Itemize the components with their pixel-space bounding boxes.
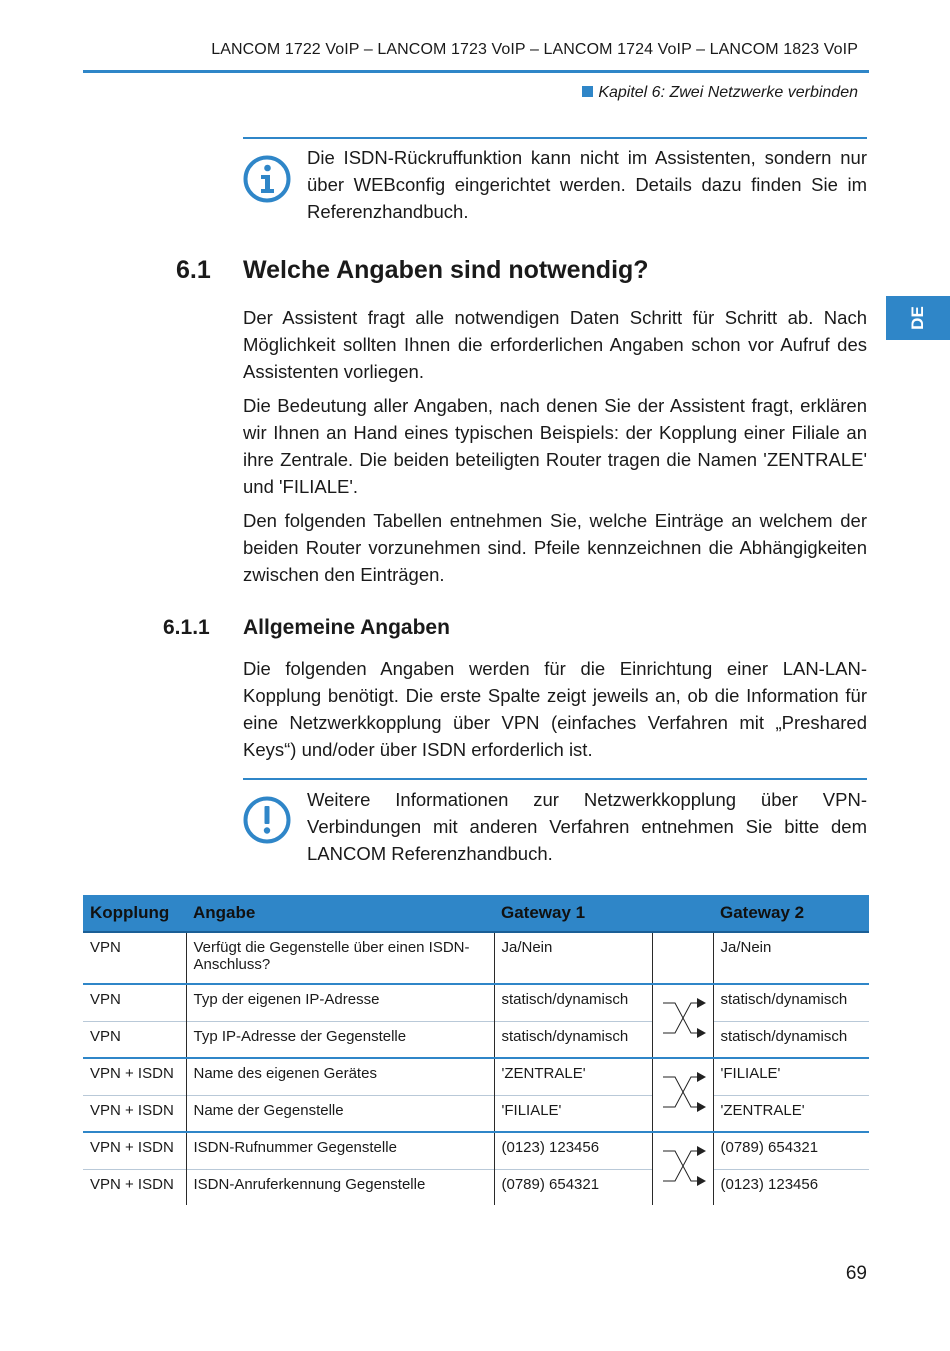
- cell-gateway-2: Ja/Nein: [713, 932, 869, 984]
- table-row: [83, 932, 869, 984]
- cell-angabe: Typ der eigenen IP-Adresse: [186, 984, 494, 1021]
- cell-angabe: ISDN-Anruferkennung Gegenstelle: [186, 1169, 494, 1205]
- cell-kopplung: VPN + ISDN: [83, 1095, 186, 1132]
- section-paragraph-1: Der Assistent fragt alle notwendigen Daten Schritt für Schritt ab. Nach Möglichkeit sollten Ihnen die erforderlichen Angaben schon vor Aufruf des Assistenten vorliegen.: [243, 307, 867, 382]
- cross-arrow-icon: [653, 1059, 714, 1127]
- settings-table: [83, 895, 869, 1205]
- cell-angabe: Verfügt die Gegenstelle über einen ISDN-Anschluss?: [186, 932, 494, 984]
- cell-gateway-2: statisch/dynamisch: [713, 1021, 869, 1058]
- warning-note: [243, 778, 867, 867]
- cell-gateway-1: Ja/Nein: [494, 932, 652, 984]
- cell-gateway-2: 'FILIALE': [713, 1058, 869, 1095]
- cell-kopplung: VPN + ISDN: [83, 1058, 186, 1095]
- cell-gateway-1: 'ZENTRALE': [494, 1058, 652, 1095]
- cell-kopplung: VPN: [83, 1021, 186, 1058]
- table-row: [83, 1021, 869, 1058]
- header-kopplung: Kopplung: [83, 895, 186, 932]
- table-row: [83, 984, 869, 1021]
- square-bullet-icon: [582, 86, 593, 97]
- cross-arrow-cell: [652, 1132, 713, 1205]
- section-title: Welche Angaben sind notwendig?: [243, 256, 649, 284]
- header-gateway-1: Gateway 1: [494, 895, 652, 932]
- cross-arrow-icon: [653, 985, 714, 1053]
- cell-angabe: Name des eigenen Gerätes: [186, 1058, 494, 1095]
- running-header: LANCOM 1722 VoIP – LANCOM 1723 VoIP – LANCOM 1724 VoIP – LANCOM 1823 VoIP: [211, 41, 858, 58]
- header-angabe: Angabe: [186, 895, 494, 932]
- language-tab: [886, 296, 950, 340]
- section-paragraph-3: Den folgenden Tabellen entnehmen Sie, welche Einträge an welchem der beiden Router vorzunehmen sind. Pfeile kennzeichnen die Abhängigkeiten zwischen den Einträgen.: [243, 510, 867, 585]
- cell-gateway-2: (0123) 123456: [713, 1169, 869, 1205]
- exclamation-icon: [243, 796, 291, 844]
- table-row: [83, 1169, 869, 1205]
- cell-angabe: Name der Gegenstelle: [186, 1095, 494, 1132]
- subsection-title: Allgemeine Angaben: [243, 616, 450, 639]
- cell-kopplung: VPN + ISDN: [83, 1169, 186, 1205]
- section-paragraph-2: Die Bedeutung aller Angaben, nach denen Sie der Assistent fragt, erklären wir Ihnen an Hand eines typischen Beispiels: der Kopplung einer Filiale an ihre Zentrale. Die beiden beteiligten Router tragen die Namen 'ZENTRALE' und 'FILIALE'.: [243, 395, 867, 497]
- info-note-text: Die ISDN-Rückruffunktion kann nicht im Assistenten, sondern nur über WEBconfig eingerichtet werden. Details dazu finden Sie im Referenzhandbuch.: [307, 147, 867, 222]
- header-spacer: [652, 895, 713, 932]
- page-number: 69: [845, 1263, 867, 1284]
- section-number: 6.1: [176, 256, 211, 284]
- table-header-row: [83, 895, 869, 932]
- cell-kopplung: VPN: [90, 939, 121, 956]
- cell-gateway-2: statisch/dynamisch: [713, 984, 869, 1021]
- cell-gateway-2: (0789) 654321: [713, 1132, 869, 1169]
- cell-angabe: ISDN-Rufnummer Gegenstelle: [186, 1132, 494, 1169]
- subsection-paragraph: Die folgenden Angaben werden für die Einrichtung einer LAN-LAN-Kopplung benötigt. Die erste Spalte zeigt jeweils an, ob die Information für eine Netzwerkkopplung über VPN (einfaches Verfahren mit „Preshared Keys“) und/oder über ISDN erforderlich ist.: [243, 658, 867, 760]
- cell-gateway-1: (0789) 654321: [494, 1169, 652, 1205]
- cell-gateway-1: 'FILIALE': [494, 1095, 652, 1132]
- language-tab-label: DE: [908, 306, 927, 330]
- header-gateway-2: Gateway 2: [713, 895, 869, 932]
- table-row: [83, 1095, 869, 1132]
- cell-gateway-1: statisch/dynamisch: [494, 1021, 652, 1058]
- cell-kopplung: VPN + ISDN: [83, 1132, 186, 1169]
- header-rule: [83, 70, 869, 73]
- cross-arrow-cell: [652, 1058, 713, 1132]
- warning-note-text: Weitere Informationen zur Netzwerkkopplung über VPN-Verbindungen mit anderen Verfahren entnehmen Sie bitte dem LANCOM Referenzhandbuch.: [307, 789, 867, 864]
- cell-angabe: Typ IP-Adresse der Gegenstelle: [186, 1021, 494, 1058]
- chapter-label: [582, 84, 858, 102]
- info-note: [243, 137, 867, 225]
- cell-kopplung: VPN: [83, 984, 186, 1021]
- cell-arrow-empty: [652, 932, 713, 984]
- chapter-text: Kapitel 6: Zwei Netzwerke verbinden: [598, 84, 858, 101]
- cross-arrow-icon: [653, 1133, 714, 1201]
- cell-gateway-1: statisch/dynamisch: [494, 984, 652, 1021]
- cell-gateway-2: 'ZENTRALE': [713, 1095, 869, 1132]
- table-row: [83, 1132, 869, 1169]
- cross-arrow-cell: [652, 984, 713, 1058]
- subsection-number: 6.1.1: [163, 616, 210, 639]
- table-row: [83, 1058, 869, 1095]
- info-icon: [243, 155, 291, 203]
- cell-gateway-1: (0123) 123456: [494, 1132, 652, 1169]
